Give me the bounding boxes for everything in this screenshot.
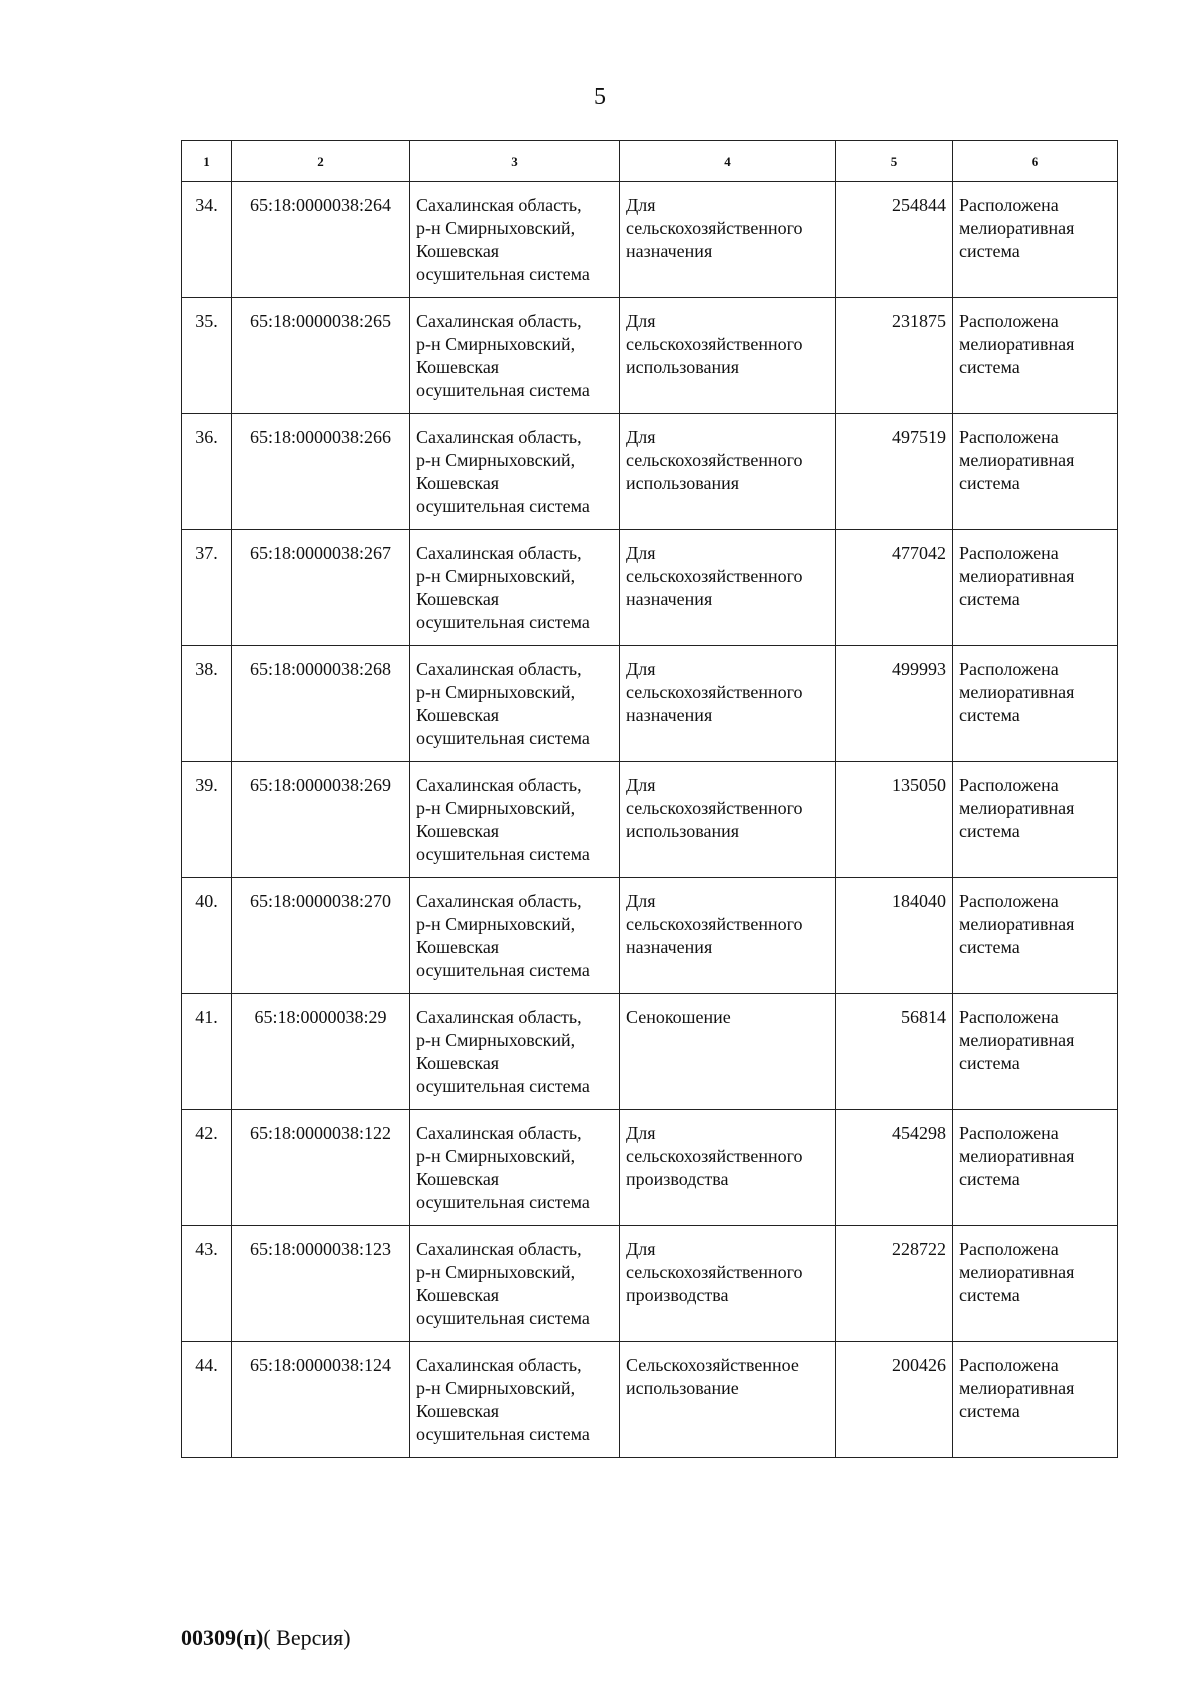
cadastral-number: 65:18:0000038:269 <box>232 762 410 878</box>
cadastral-number: 65:18:0000038:265 <box>232 298 410 414</box>
cadastral-number: 65:18:0000038:266 <box>232 414 410 530</box>
location-line: Кошевская <box>416 357 500 377</box>
note-line: система <box>959 1401 1020 1421</box>
purpose-line: производства <box>626 1285 729 1305</box>
purpose-cell <box>620 1342 836 1458</box>
purpose-cell <box>620 994 836 1110</box>
row-number: 37. <box>182 530 232 646</box>
cadastral-number: 65:18:0000038:124 <box>232 1342 410 1458</box>
location-cell <box>410 1110 620 1226</box>
note-cell <box>953 646 1118 762</box>
note-line: Расположена <box>959 543 1059 563</box>
note-line: Расположена <box>959 891 1059 911</box>
location-line: Кошевская <box>416 937 500 957</box>
note-cell <box>953 298 1118 414</box>
location-line: р-н Смирныховский, <box>416 914 576 934</box>
note-line: Расположена <box>959 1007 1059 1027</box>
location-line: Сахалинская область, <box>416 659 582 679</box>
purpose-line: Для <box>626 1239 656 1259</box>
note-cell <box>953 1226 1118 1342</box>
location-line: р-н Смирныховский, <box>416 218 576 238</box>
table-row <box>182 414 1118 530</box>
location-cell <box>410 182 620 298</box>
location-line: р-н Смирныховский, <box>416 334 576 354</box>
purpose-line: использование <box>626 1378 739 1398</box>
location-cell <box>410 298 620 414</box>
purpose-line: сельскохозяйственного <box>626 218 803 238</box>
column-header: 1 <box>182 141 232 182</box>
table-row <box>182 298 1118 414</box>
note-line: система <box>959 589 1020 609</box>
note-cell <box>953 762 1118 878</box>
note-line: система <box>959 705 1020 725</box>
column-header: 2 <box>232 141 410 182</box>
location-cell <box>410 994 620 1110</box>
table-header-row <box>182 141 1118 182</box>
location-line: р-н Смирныховский, <box>416 1262 576 1282</box>
cadastral-number: 65:18:0000038:122 <box>232 1110 410 1226</box>
table-row <box>182 646 1118 762</box>
location-line: р-н Смирныховский, <box>416 1030 576 1050</box>
note-line: система <box>959 821 1020 841</box>
purpose-cell <box>620 878 836 994</box>
table-row <box>182 182 1118 298</box>
purpose-line: Для <box>626 1123 656 1143</box>
purpose-line: Для <box>626 427 656 447</box>
purpose-cell <box>620 530 836 646</box>
column-header: 5 <box>836 141 953 182</box>
location-line: Сахалинская область, <box>416 891 582 911</box>
location-line: Сахалинская область, <box>416 775 582 795</box>
purpose-line: Сенокошение <box>626 1007 731 1027</box>
document-version: ( Версия) <box>263 1625 351 1650</box>
note-line: мелиоративная <box>959 450 1075 470</box>
note-line: система <box>959 357 1020 377</box>
note-line: мелиоративная <box>959 914 1075 934</box>
note-cell <box>953 994 1118 1110</box>
note-line: мелиоративная <box>959 218 1075 238</box>
row-number: 42. <box>182 1110 232 1226</box>
location-cell <box>410 646 620 762</box>
location-cell <box>410 530 620 646</box>
purpose-line: назначения <box>626 241 713 261</box>
location-line: Сахалинская область, <box>416 1355 582 1375</box>
location-cell <box>410 878 620 994</box>
location-line: Кошевская <box>416 821 500 841</box>
note-line: Расположена <box>959 427 1059 447</box>
location-cell <box>410 414 620 530</box>
location-line: осушительная система <box>416 1308 590 1328</box>
purpose-line: сельскохозяйственного <box>626 1146 803 1166</box>
purpose-cell <box>620 298 836 414</box>
location-line: осушительная система <box>416 728 590 748</box>
location-line: Сахалинская область, <box>416 1007 582 1027</box>
location-line: Сахалинская область, <box>416 427 582 447</box>
purpose-line: сельскохозяйственного <box>626 682 803 702</box>
purpose-line: сельскохозяйственного <box>626 914 803 934</box>
location-line: Сахалинская область, <box>416 1239 582 1259</box>
purpose-cell <box>620 646 836 762</box>
area-value: 184040 <box>836 878 953 994</box>
location-line: р-н Смирныховский, <box>416 450 576 470</box>
note-line: Расположена <box>959 311 1059 331</box>
location-line: Сахалинская область, <box>416 195 582 215</box>
note-line: система <box>959 241 1020 261</box>
document-code: 00309(п) <box>181 1625 264 1650</box>
note-line: система <box>959 1053 1020 1073</box>
column-header: 3 <box>410 141 620 182</box>
row-number: 34. <box>182 182 232 298</box>
purpose-line: сельскохозяйственного <box>626 798 803 818</box>
note-cell <box>953 1342 1118 1458</box>
note-line: система <box>959 937 1020 957</box>
cadastral-number: 65:18:0000038:270 <box>232 878 410 994</box>
purpose-line: сельскохозяйственного <box>626 334 803 354</box>
purpose-cell <box>620 1110 836 1226</box>
row-number: 43. <box>182 1226 232 1342</box>
row-number: 44. <box>182 1342 232 1458</box>
location-line: р-н Смирныховский, <box>416 798 576 818</box>
purpose-line: Сельскохозяйственное <box>626 1355 799 1375</box>
area-value: 477042 <box>836 530 953 646</box>
note-line: Расположена <box>959 1355 1059 1375</box>
row-number: 36. <box>182 414 232 530</box>
note-line: система <box>959 1169 1020 1189</box>
note-line: мелиоративная <box>959 682 1075 702</box>
row-number: 41. <box>182 994 232 1110</box>
location-line: Кошевская <box>416 705 500 725</box>
table-row <box>182 1110 1118 1226</box>
note-line: мелиоративная <box>959 334 1075 354</box>
table-row <box>182 994 1118 1110</box>
location-line: Кошевская <box>416 1053 500 1073</box>
cadastral-number: 65:18:0000038:123 <box>232 1226 410 1342</box>
location-line: р-н Смирныховский, <box>416 1378 576 1398</box>
area-value: 56814 <box>836 994 953 1110</box>
cadastral-number: 65:18:0000038:29 <box>232 994 410 1110</box>
table-row <box>182 530 1118 646</box>
location-line: осушительная система <box>416 264 590 284</box>
location-line: осушительная система <box>416 960 590 980</box>
note-line: система <box>959 1285 1020 1305</box>
note-cell <box>953 530 1118 646</box>
column-header: 6 <box>953 141 1118 182</box>
location-line: Кошевская <box>416 1169 500 1189</box>
row-number: 40. <box>182 878 232 994</box>
area-value: 231875 <box>836 298 953 414</box>
note-cell <box>953 182 1118 298</box>
purpose-line: использования <box>626 357 740 377</box>
purpose-line: сельскохозяйственного <box>626 1262 803 1282</box>
purpose-cell <box>620 414 836 530</box>
area-value: 228722 <box>836 1226 953 1342</box>
location-line: р-н Смирныховский, <box>416 682 576 702</box>
purpose-line: Для <box>626 775 656 795</box>
note-cell <box>953 414 1118 530</box>
note-line: мелиоративная <box>959 1262 1075 1282</box>
row-number: 39. <box>182 762 232 878</box>
note-line: мелиоративная <box>959 798 1075 818</box>
location-line: Кошевская <box>416 1285 500 1305</box>
purpose-line: назначения <box>626 705 713 725</box>
location-cell <box>410 1342 620 1458</box>
location-line: осушительная система <box>416 844 590 864</box>
purpose-line: сельскохозяйственного <box>626 566 803 586</box>
purpose-line: Для <box>626 311 656 331</box>
area-value: 499993 <box>836 646 953 762</box>
note-cell <box>953 1110 1118 1226</box>
note-line: мелиоративная <box>959 566 1075 586</box>
purpose-line: использования <box>626 473 740 493</box>
row-number: 38. <box>182 646 232 762</box>
purpose-line: использования <box>626 821 740 841</box>
area-value: 254844 <box>836 182 953 298</box>
location-line: осушительная система <box>416 1424 590 1444</box>
purpose-cell <box>620 1226 836 1342</box>
purpose-line: производства <box>626 1169 729 1189</box>
page-number: 5 <box>594 84 606 110</box>
location-line: Сахалинская область, <box>416 311 582 331</box>
location-line: р-н Смирныховский, <box>416 566 576 586</box>
purpose-cell <box>620 762 836 878</box>
purpose-cell <box>620 182 836 298</box>
purpose-line: Для <box>626 659 656 679</box>
location-line: осушительная система <box>416 380 590 400</box>
cadastral-number: 65:18:0000038:268 <box>232 646 410 762</box>
location-line: Сахалинская область, <box>416 543 582 563</box>
note-line: Расположена <box>959 775 1059 795</box>
purpose-line: назначения <box>626 937 713 957</box>
area-value: 135050 <box>836 762 953 878</box>
note-line: Расположена <box>959 1239 1059 1259</box>
table-row <box>182 878 1118 994</box>
table-row <box>182 762 1118 878</box>
table-row <box>182 1342 1118 1458</box>
location-line: осушительная система <box>416 1076 590 1096</box>
location-line: Кошевская <box>416 473 500 493</box>
note-line: мелиоративная <box>959 1030 1075 1050</box>
table-row <box>182 1226 1118 1342</box>
location-line: осушительная система <box>416 496 590 516</box>
table-body <box>182 182 1118 1458</box>
purpose-line: Для <box>626 195 656 215</box>
location-line: осушительная система <box>416 1192 590 1212</box>
note-cell <box>953 878 1118 994</box>
location-line: осушительная система <box>416 612 590 632</box>
note-line: Расположена <box>959 1123 1059 1143</box>
location-line: Кошевская <box>416 589 500 609</box>
purpose-line: назначения <box>626 589 713 609</box>
note-line: Расположена <box>959 195 1059 215</box>
area-value: 454298 <box>836 1110 953 1226</box>
document-footer <box>181 1625 351 1651</box>
row-number: 35. <box>182 298 232 414</box>
purpose-line: Для <box>626 891 656 911</box>
location-line: Кошевская <box>416 241 500 261</box>
location-line: Кошевская <box>416 1401 500 1421</box>
cadastral-number: 65:18:0000038:267 <box>232 530 410 646</box>
location-cell <box>410 1226 620 1342</box>
land-plots-table <box>181 140 1118 1458</box>
column-header: 4 <box>620 141 836 182</box>
purpose-line: Для <box>626 543 656 563</box>
location-line: Сахалинская область, <box>416 1123 582 1143</box>
area-value: 200426 <box>836 1342 953 1458</box>
purpose-line: сельскохозяйственного <box>626 450 803 470</box>
note-line: мелиоративная <box>959 1378 1075 1398</box>
cadastral-number: 65:18:0000038:264 <box>232 182 410 298</box>
note-line: Расположена <box>959 659 1059 679</box>
location-line: р-н Смирныховский, <box>416 1146 576 1166</box>
area-value: 497519 <box>836 414 953 530</box>
location-cell <box>410 762 620 878</box>
note-line: мелиоративная <box>959 1146 1075 1166</box>
note-line: система <box>959 473 1020 493</box>
